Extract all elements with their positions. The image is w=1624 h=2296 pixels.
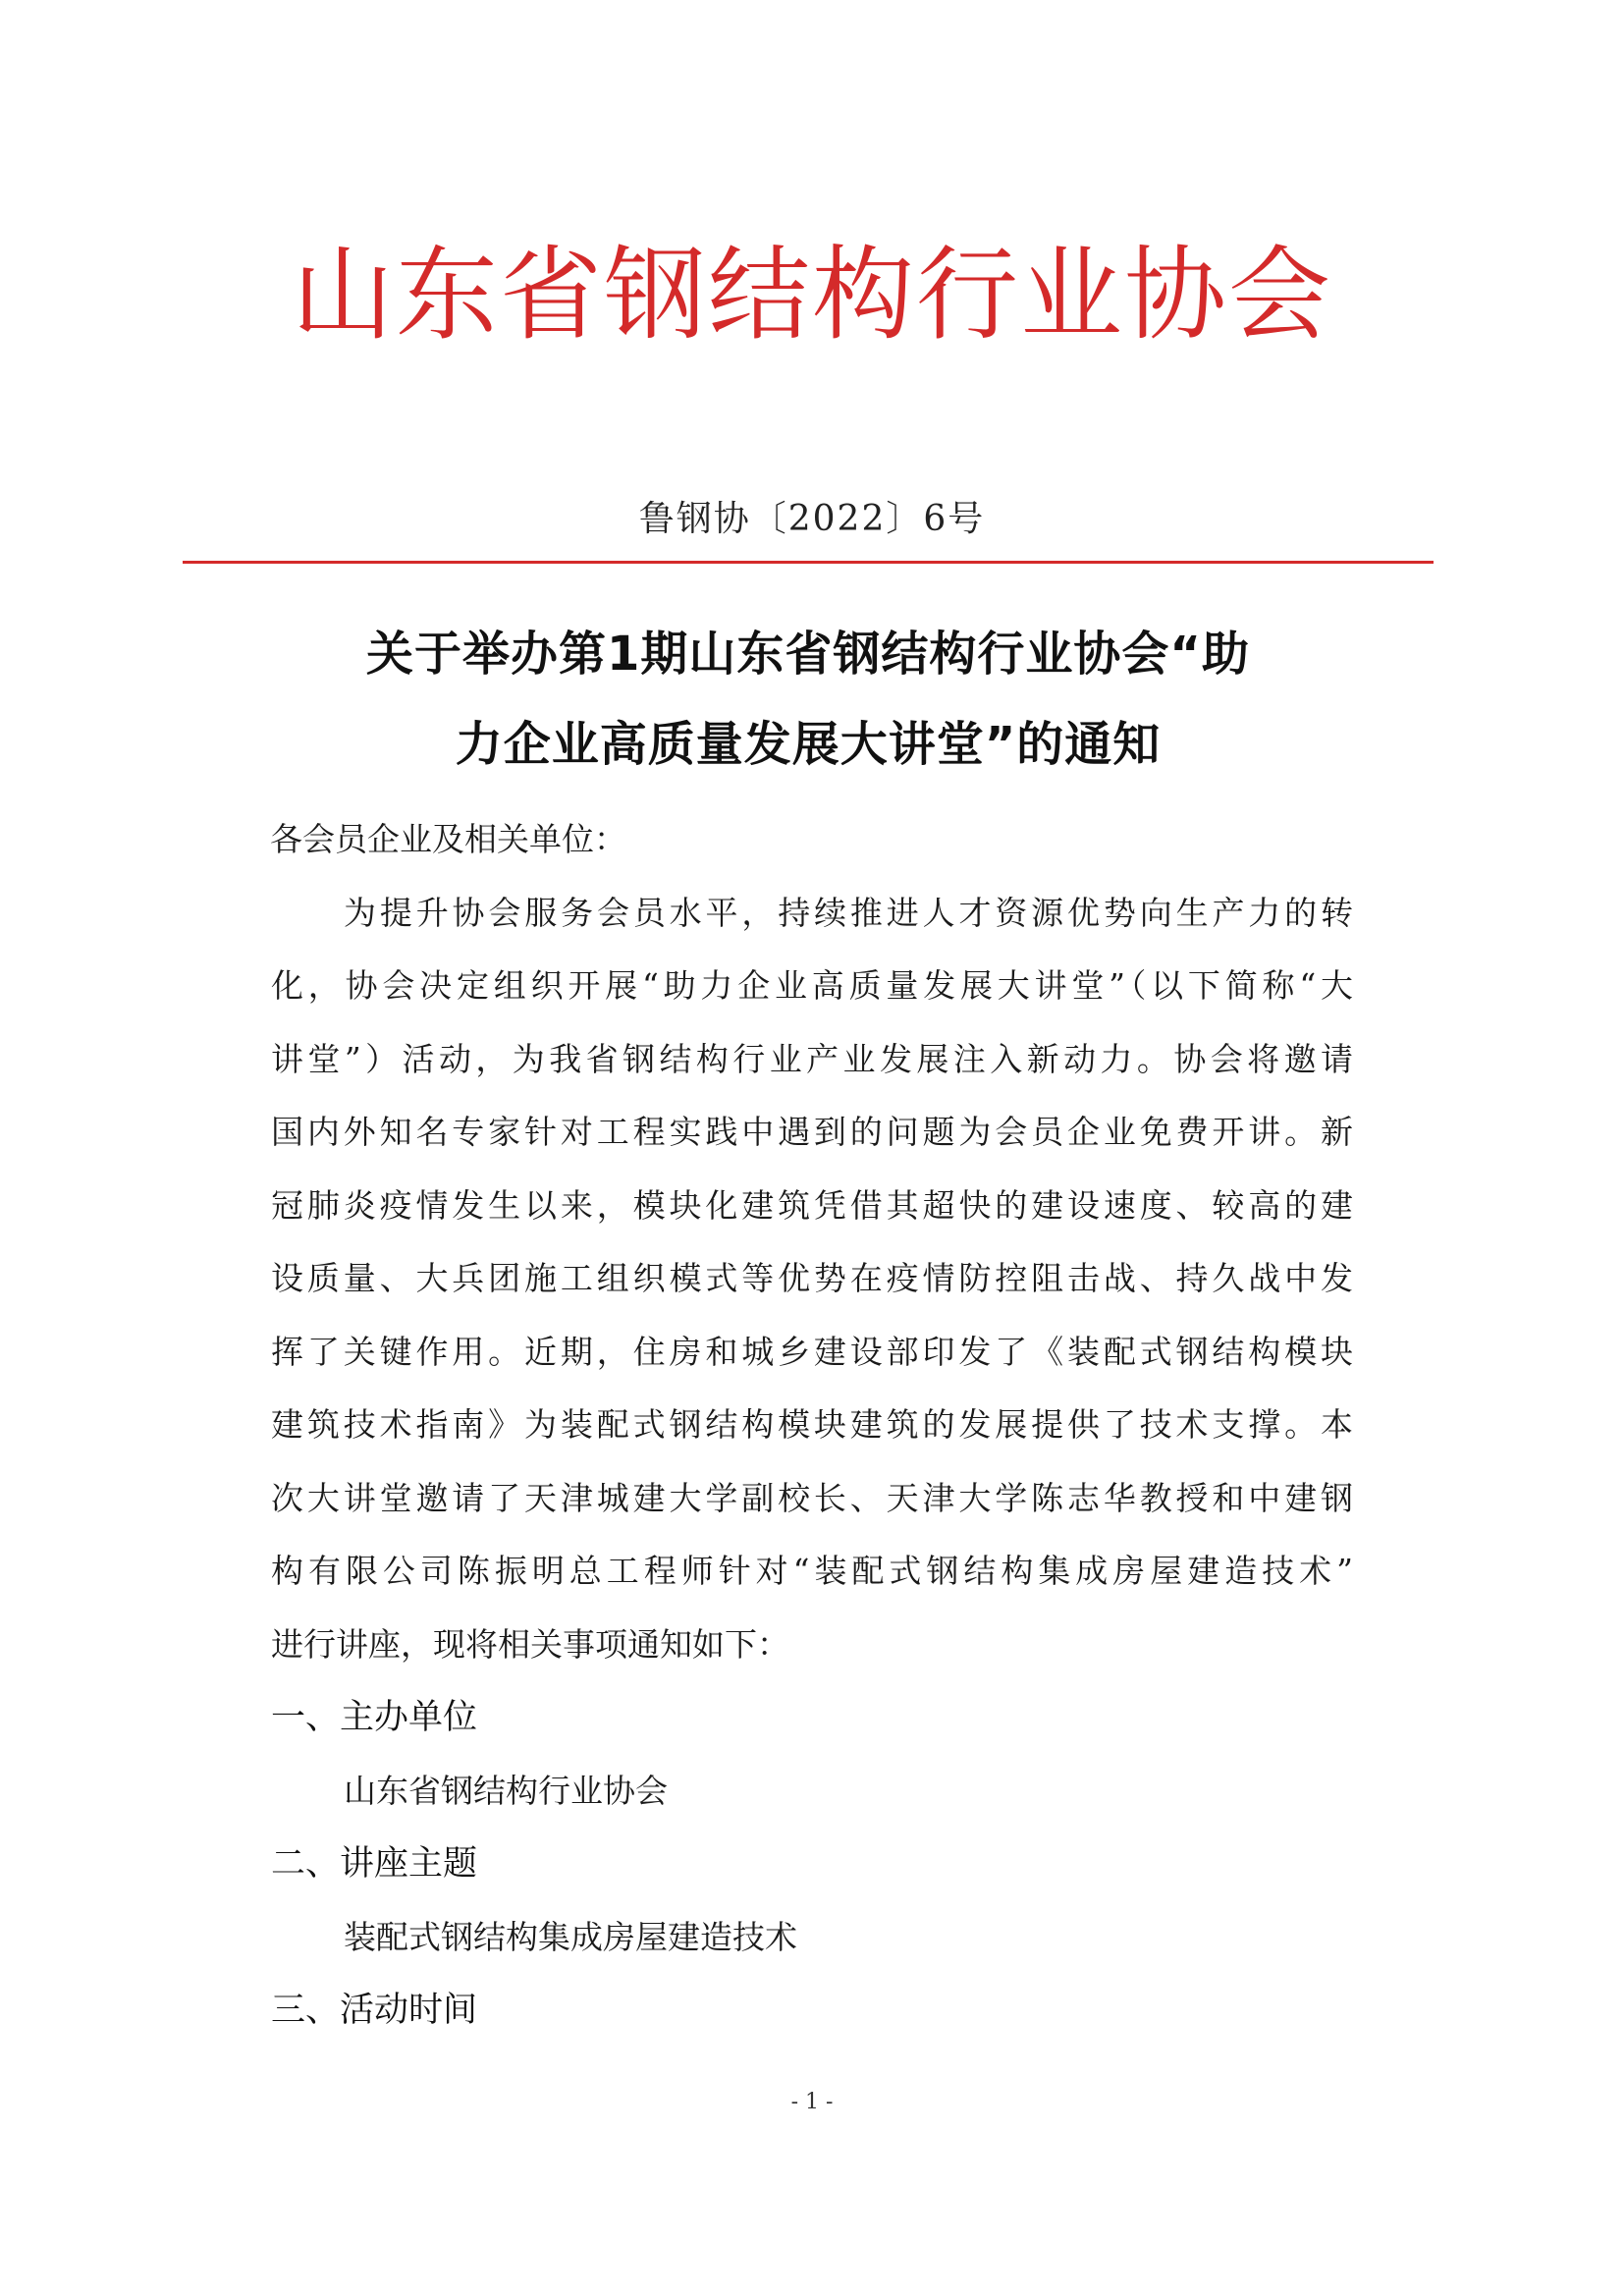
paragraph-line: 国内外知名专家针对工程实践中遇到的问题为会员企业免费开讲。新	[271, 1113, 1353, 1151]
paragraph-line: 挥了关键作用。近期，住房和城乡建设部印发了《装配式钢结构模块	[271, 1332, 1353, 1371]
title-line-1: 关于举办第1期山东省钢结构行业协会“助	[366, 627, 1250, 682]
paragraph-line: 化，协会决定组织开展“助力企业高质量发展大讲堂”（以下简称“大	[271, 966, 1353, 1005]
page-number: - 1 -	[790, 2090, 834, 2114]
paragraph-line: 建筑技术指南》为装配式钢结构模块建筑的发展提供了技术支撑。本	[271, 1405, 1353, 1444]
title-line-2: 力企业高质量发展大讲堂”的通知	[455, 717, 1162, 772]
paragraph-line: 构有限公司陈振明总工程师针对“装配式钢结构集成房屋建造技术”	[271, 1552, 1353, 1590]
section-content-topic: 装配式钢结构集成房屋建造技术	[344, 1917, 797, 1956]
salutation: 各会员企业及相关单位：	[270, 820, 626, 858]
notice-body	[271, 803, 1353, 2048]
letterhead-title: 山东省钢结构行业协会	[291, 235, 1332, 355]
main-paragraph	[271, 877, 1353, 1682]
notice-title	[183, 609, 1434, 790]
document-number: 鲁钢协〔2022〕6号	[638, 499, 986, 539]
section-heading-time: 三、活动时间	[271, 1991, 478, 2030]
section-heading-topic: 二、讲座主题	[271, 1844, 478, 1884]
paragraph-line: 次大讲堂邀请了天津城建大学副校长、天津大学陈志华教授和中建钢	[271, 1478, 1353, 1517]
red-divider-line	[183, 561, 1434, 564]
paragraph-line: 进行讲座，现将相关事项通知如下：	[271, 1624, 789, 1664]
paragraph-line: 冠肺炎疫情发生以来，模块化建筑凭借其超快的建设速度、较高的建	[271, 1185, 1353, 1225]
paragraph-line: 设质量、大兵团施工组织模式等优势在疫情防控阻击战、持久战中发	[271, 1259, 1353, 1297]
section-content-organizer: 山东省钢结构行业协会	[344, 1771, 668, 1810]
paragraph-line: 为提升协会服务会员水平，持续推进人才资源优势向生产力的转	[344, 893, 1353, 932]
section-heading-organizer: 一、主办单位	[271, 1698, 478, 1737]
paragraph-line: 讲堂”）活动，为我省钢结构行业产业发展注入新动力。协会将邀请	[271, 1039, 1353, 1078]
